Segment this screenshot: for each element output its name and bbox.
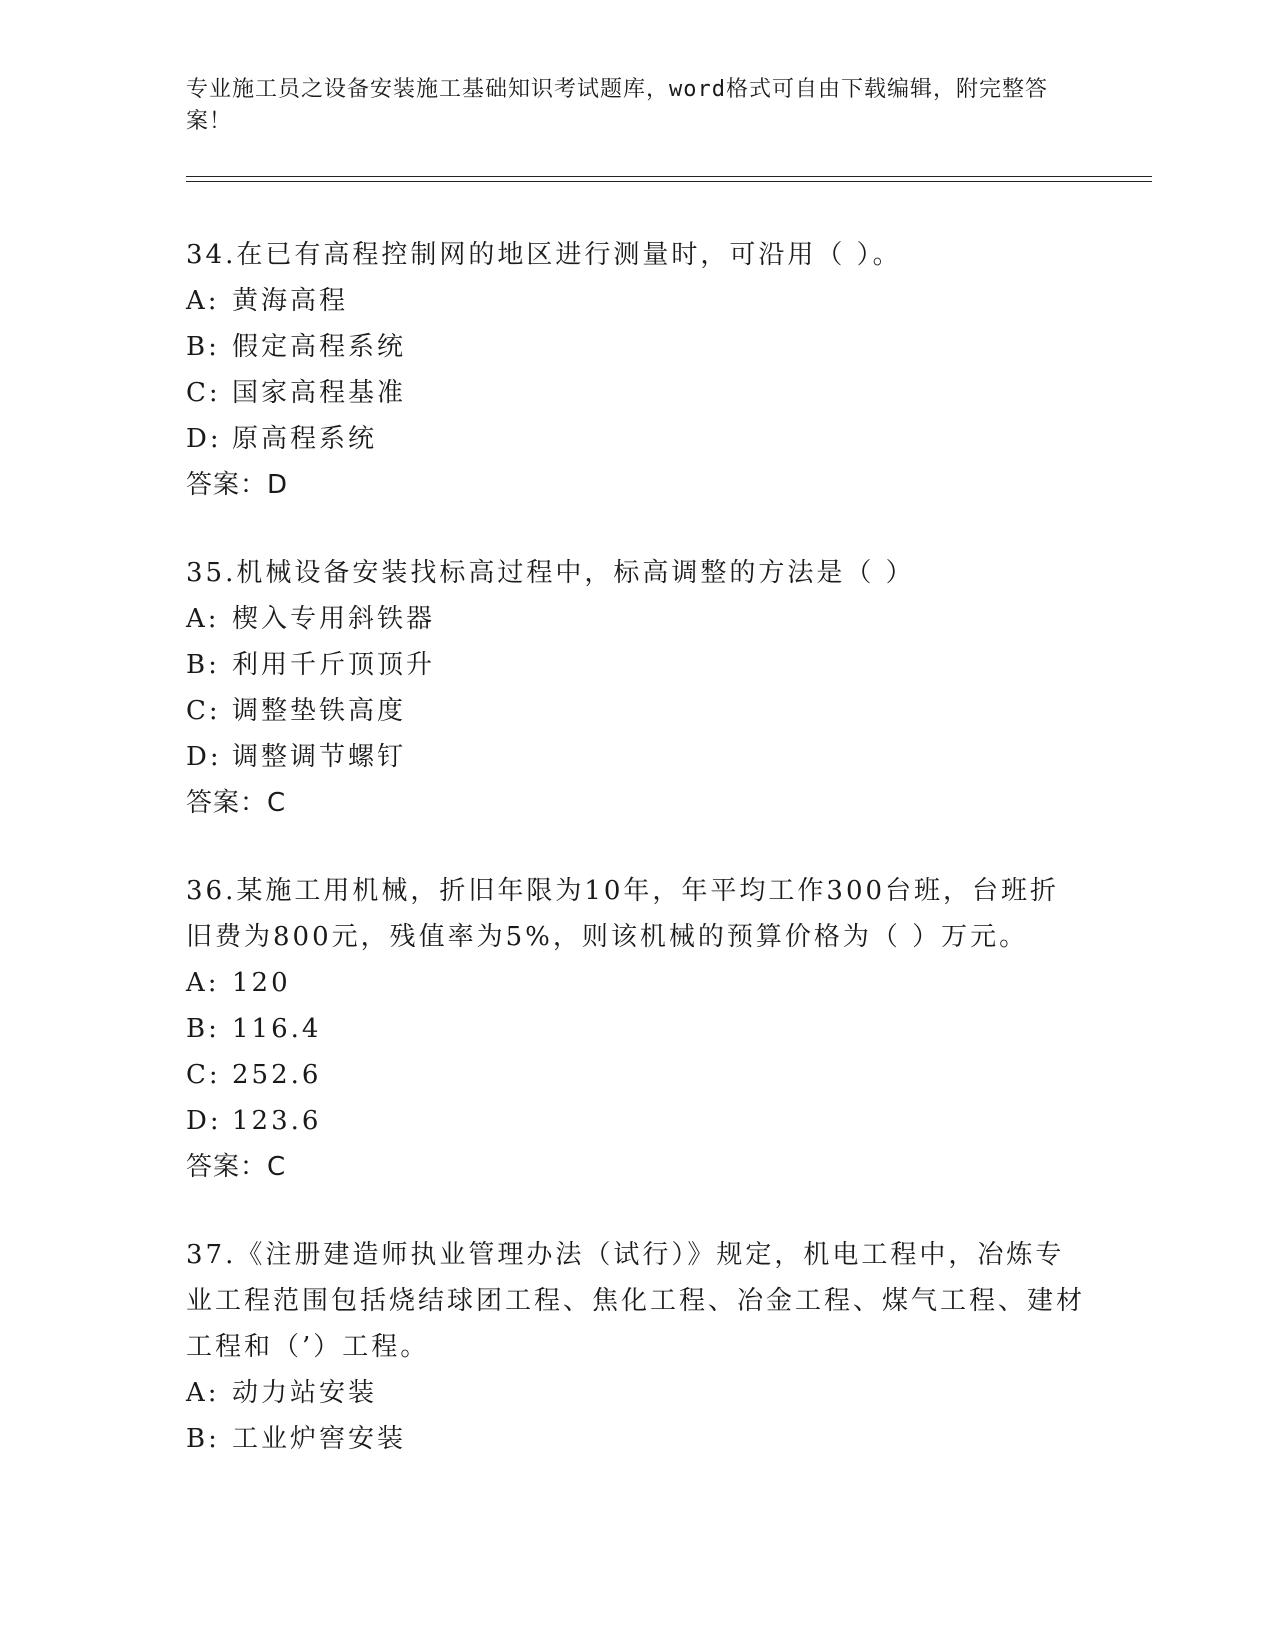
question-stem: 36.某施工用机械，折旧年限为10年，年平均工作300台班，台班折旧费为800元，残值率为5%，则该机械的预算价格为（ ）万元。 [186,876,1060,952]
option-a [186,278,1086,324]
question-stem: 37.《注册建造师执业管理办法（试行）》规定，机电工程中，冶炼专业工程范围包括烧结球团工程、焦化工程、冶金工程、煤气工程、建材工程和（’）工程。 [186,1240,1086,1362]
question-36 [186,868,1086,1190]
option-text: 利用千斤顶顶升 [232,650,436,680]
question-35 [186,550,1086,826]
option-b [186,324,1086,370]
document-intro: 专业施工员之设备安装施工基础知识考试题库，word格式可自由下载编辑，附完整答案！ [186,77,1048,134]
option-key: A: [186,968,220,998]
option-key: A: [186,286,220,316]
option-key: A: [186,604,220,634]
option-d [186,734,1086,780]
option-b [186,642,1086,688]
option-d [186,1098,1086,1144]
header-divider-top [186,176,1152,177]
option-text: 动力站安装 [232,1378,378,1408]
answer-line: 答案：D [186,470,289,500]
answer-line: 答案：C [186,788,287,818]
option-text: 116.4 [232,1014,322,1044]
question-34 [186,232,1086,508]
question-stem: 34.在已有高程控制网的地区进行测量时，可沿用（ ）。 [186,240,902,270]
option-text: 252.6 [232,1060,322,1090]
option-text: 调整垫铁高度 [232,696,407,726]
option-b [186,1006,1086,1052]
option-key: B: [186,1424,220,1454]
option-key: B: [186,332,220,362]
option-a [186,960,1086,1006]
option-text: 原高程系统 [232,424,378,454]
option-text: 国家高程基准 [232,378,407,408]
option-text: 123.6 [232,1106,322,1136]
option-key: C: [186,696,221,726]
option-key: C: [186,1060,221,1090]
question-37 [186,1232,1086,1462]
option-text: 楔入专用斜铁器 [232,604,436,634]
option-a [186,596,1086,642]
option-b [186,1416,1086,1462]
option-text: 调整调节螺钉 [232,742,407,772]
option-key: D: [186,424,222,454]
option-c [186,1052,1086,1098]
option-key: C: [186,378,221,408]
header-divider-bottom [186,181,1152,182]
option-text: 工业炉窖安装 [232,1424,407,1454]
option-key: B: [186,1014,220,1044]
option-c [186,688,1086,734]
option-d [186,416,1086,462]
answer-line: 答案：C [186,1152,287,1182]
option-text: 120 [232,968,291,998]
option-key: B: [186,650,220,680]
option-key: A: [186,1378,220,1408]
option-a [186,1370,1086,1416]
option-c [186,370,1086,416]
option-key: D: [186,742,222,772]
question-stem: 35.机械设备安装找标高过程中，标高调整的方法是（ ） [186,558,915,588]
option-key: D: [186,1106,222,1136]
option-text: 黄海高程 [232,286,349,316]
option-text: 假定高程系统 [232,332,407,362]
